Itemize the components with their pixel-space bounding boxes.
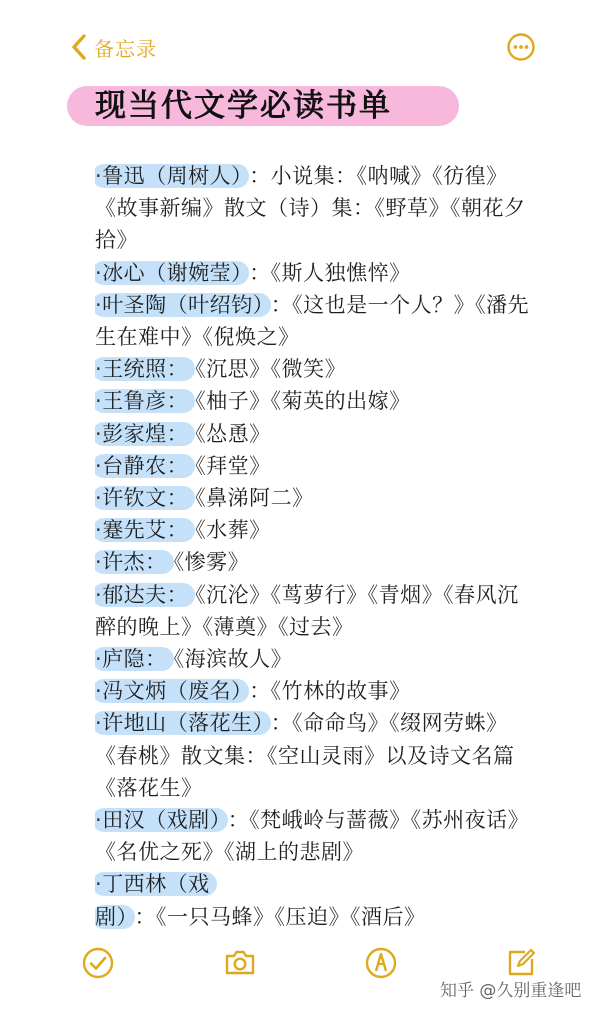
bullet: · (95, 453, 103, 478)
author-name: 王统照： (102, 357, 189, 382)
note-body[interactable] (95, 160, 535, 930)
author-highlight (95, 711, 271, 735)
bullet: · (95, 872, 103, 897)
note-title: 现当代文学必读书单 (95, 88, 392, 124)
works-text: 《怂恿》 (195, 421, 271, 446)
author-highlight (95, 389, 195, 413)
watermark: 知乎 @久别重逢吧 (440, 981, 582, 1001)
author-highlight (95, 422, 195, 446)
works-text: ：《命命鸟》《缀网劳蛛》《春桃》散文集：《空山灵雨》以及诗文名篇《落花生》 (95, 711, 515, 800)
works-text: 《鼻涕阿二》 (195, 486, 314, 511)
note-entry (95, 450, 535, 482)
bullet: · (95, 679, 103, 704)
note-entry (95, 257, 535, 289)
works-text: ：《斯人独憔悴》 (249, 260, 411, 285)
note-entry (95, 804, 535, 868)
back-button[interactable] (70, 30, 157, 64)
works-text: 《沉沦》《茑萝行》《青烟》《春风沉醉的晚上》《薄奠》《过去》 (95, 582, 519, 639)
works-text: 《海滨故人》 (173, 647, 293, 672)
author-highlight (95, 293, 271, 317)
author-name: 叶圣陶（叶绍钧） (102, 292, 264, 317)
author-highlight (95, 647, 174, 671)
bullet: · (95, 808, 103, 833)
author-name: 许钦文： (102, 486, 189, 511)
author-name: 田汉（戏剧） (102, 808, 221, 833)
bullet: · (95, 260, 103, 285)
more-circle-icon[interactable] (506, 32, 536, 62)
works-text: ：《梵峨岭与蔷薇》《苏州夜话》《名优之死》《湖上的悲剧》 (95, 808, 530, 865)
author-name: 冰心（谢婉莹） (102, 260, 243, 285)
author-highlight (95, 518, 195, 542)
back-label: 备忘录 (94, 36, 157, 61)
author-name: 郁达夫： (102, 582, 189, 607)
note-entry (95, 514, 535, 546)
note-entry (95, 160, 535, 257)
author-highlight (95, 454, 195, 478)
author-name: 蹇先艾： (102, 518, 189, 543)
author-highlight (95, 357, 195, 381)
note-entry (95, 675, 535, 707)
chevron-left-icon (70, 33, 88, 61)
bullet: · (95, 518, 103, 543)
author-name: 彭家煌： (102, 421, 189, 446)
works-text: ：《这也是一个人？》《潘先生在难中》《倪焕之》 (95, 292, 530, 350)
works-text: ：小说集：《呐喊》《彷徨》《故事新编》散文（诗）集：《野草》《朝花夕拾》 (95, 164, 526, 253)
author-highlight (95, 486, 195, 510)
works-text: 《沉思》《微笑》 (195, 357, 347, 382)
author-highlight (95, 808, 228, 832)
bullet: · (95, 582, 103, 607)
author-name: 许杰： (102, 550, 167, 575)
works-text: ：《一只马蜂》《压迫》《酒后》 (134, 904, 426, 929)
author-highlight (95, 583, 195, 607)
author-name: 许地山（落花生） (102, 711, 264, 736)
author-highlight (95, 679, 249, 703)
note-entry (95, 707, 535, 804)
works-text: 《水葬》 (195, 518, 271, 543)
markup-pen-icon[interactable] (363, 945, 399, 981)
note-entry (95, 482, 535, 514)
bullet: · (95, 389, 103, 414)
bullet: · (95, 486, 103, 511)
works-text: 《惨雾》 (173, 550, 250, 575)
author-name: 鲁迅（周树人） (102, 164, 243, 188)
note-entry (95, 579, 535, 643)
bullet: · (95, 711, 103, 736)
author-name: 丁西林（戏剧） (95, 872, 210, 929)
author-highlight (95, 550, 174, 574)
bullet: · (95, 357, 103, 382)
author-name: 庐隐： (102, 647, 167, 672)
bullet: · (95, 647, 103, 672)
note-entry (95, 868, 535, 930)
navigation-bar (0, 0, 600, 96)
author-highlight (95, 261, 249, 285)
note-entry (95, 418, 535, 450)
author-name: 台静农： (102, 453, 189, 478)
note-entry (95, 385, 535, 417)
works-text: 《柚子》《菊英的出嫁》 (195, 389, 411, 414)
note-entry (95, 353, 535, 385)
note-entry (95, 643, 535, 675)
note-entry (95, 546, 535, 578)
bullet: · (95, 292, 103, 317)
author-highlight (95, 164, 249, 188)
checkmark-circle-icon[interactable] (80, 945, 116, 981)
note-entry (95, 289, 535, 353)
works-text: ：《竹林的故事》 (249, 679, 411, 704)
bullet: · (95, 550, 103, 575)
works-text: 《拜堂》 (195, 453, 271, 478)
author-name: 王鲁彦： (102, 389, 189, 414)
author-name: 冯文炳（废名） (102, 679, 243, 704)
bullet: · (95, 421, 103, 446)
camera-icon[interactable] (222, 945, 258, 981)
bullet: · (95, 164, 103, 188)
